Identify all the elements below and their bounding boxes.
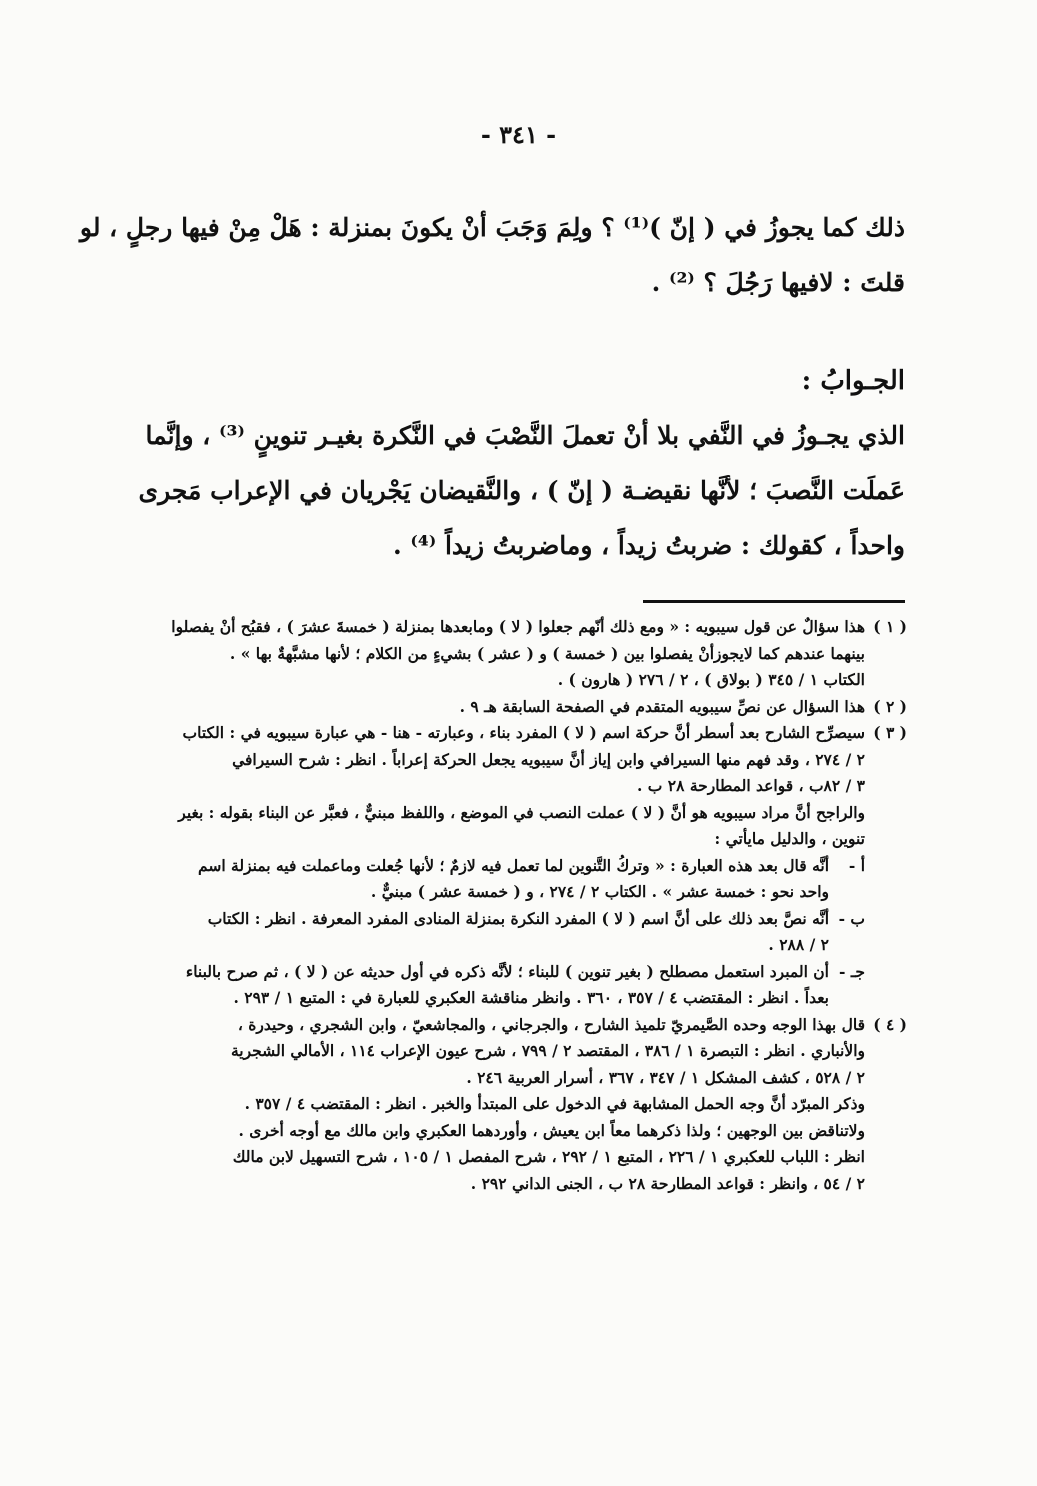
footnote-line: الكتاب ١ / ٣٤٥ ( بولاق ) ، ٢ / ٢٧٦ ( هارون ) . [557, 670, 865, 689]
footnote-line: أنَّه نصَّ بعد ذلك على أنَّ اسم ( لا ) المفرد النكرة بمنزلة المنادى المفرد المعرفة . انظر : الكتاب [207, 908, 829, 928]
footnote-line: هذا سؤالٌ عن قول سيبويه : « ومع ذلك أنّهم جعلوا ( لا ) ومابعدها بمنزلة ( خمسةَ عشرَ ) ، فقبُح أنْ يفصلوا [171, 617, 865, 636]
footnote-line: سيصرِّح الشارح بعد أسطر أنَّ حركة اسم ( لا ) المفرد بناء ، وعبارته - هنا - هي عبارة سيبويه في : الكتاب [182, 723, 865, 742]
footnote-4 [127, 1012, 907, 1092]
answer-line: عَملَت النَّصبَ ؛ لأنَّها نقيضـة ( إنّ ) ، والنَّقيضان يَجْريان في الإعراب مَجرى [138, 476, 905, 505]
footnote-1 [127, 614, 907, 694]
intro-paragraph [79, 200, 905, 310]
item-text [127, 959, 829, 1012]
footnote-line: واحد نحو : خمسة عشر » . الكتاب ٢ / ٢٧٤ ، و ( خمسة عشر ) مبنيٌّ . [370, 882, 829, 901]
answer-heading: الجـوابُ : [801, 366, 905, 396]
footnote-line: ٣ / ٨٢ب ، قواعد المطارحة ٢٨ ب . [637, 776, 865, 795]
item-text [127, 906, 829, 959]
page-number: - ٣٤١ - [480, 120, 557, 149]
footnote-line: انظر : اللباب للعكبري ١ / ٢٢٦ ، المتبع ١ / ٢٩٢ ، شرح المفصل ١ / ١٠٥ ، شرح التسهيل لابن مالك [232, 1147, 865, 1166]
answer-paragraph [135, 408, 905, 573]
footnote-separator [643, 600, 905, 603]
footnote-line: ٢ / ٥٢٨ ، كشف المشكل ١ / ٣٤٧ ، ٣٦٧ ، أسرار العربية ٢٤٦ . [466, 1067, 865, 1087]
footnote-line: هذا السؤال عن نصِّ سيبويه المتقدم في الصفحة السابقة هـ ٩ . [459, 696, 865, 716]
footnote-text [127, 614, 865, 694]
item-label: جـ - [839, 961, 865, 981]
footnote-line: أنَّه قال بعد هذه العبارة : « وتركُ التَّنوين لما تعمل فيه لازمٌ ؛ لأنها جُعلت وماعملت فيه بمنزلة اسم [198, 855, 829, 875]
footnote-3-item-c [127, 959, 865, 1012]
footnote-line: ٢ / ٢٧٤ ، وقد فهم منها السيرافي وابن إياز أنَّ سيبويه يجعل الحركة إعراباً . انظر : شرح السيرافي [232, 749, 865, 769]
footnote-number: ( ٣ ) [873, 723, 907, 742]
footnote-line: قال بهذا الوجه وحده الصَّيمريّ تلميذ الشارح ، والجرجاني ، والمجاشعيّ ، وابن الشجري ، وحيدرة ، [237, 1014, 865, 1034]
footnote-number: ( ٤ ) [873, 1014, 907, 1034]
intro-line: قلتَ : لافيها رَجُلَ ؟ ⁽²⁾ . [651, 268, 905, 297]
footnote-3-item-a [127, 853, 865, 906]
intro-line: ذلك كما يجوزُ في ( إنّ )⁽¹⁾ ؟ ولِمَ وَجَبَ أنْ يكونَ بمنزلة : هَلْ مِنْ فيها رجلٍ ، لو [79, 213, 905, 242]
item-label: أ - [848, 855, 865, 875]
item-text [127, 853, 829, 906]
footnote-3 [127, 720, 907, 800]
footnote-text [127, 720, 865, 800]
answer-line: واحداً ، كقولك : ضربتُ زيداً ، وماضربتُ زيداً ⁽⁴⁾ . [393, 531, 905, 560]
footnote-line: ٢ / ٥٤ ، وانظر : قواعد المطارحة ٢٨ ب ، الجنى الداني ٢٩٢ . [470, 1173, 865, 1193]
footnote-line: والأنباري . انظر : التبصرة ١ / ٣٨٦ ، المقتصد ٢ / ٧٩٩ ، شرح عيون الإعراب ١١٤ ، الأمالي الشجرية [230, 1041, 865, 1060]
footnote-4-paragraph [127, 1091, 865, 1197]
footnote-line: بينهما عندهم كما لايجوزأنْ يفصلوا بين ( خمسة ) و ( عشر ) بشيءٍ من الكلام ؛ لأنها مشبَّهةٌ بها » . [229, 643, 865, 663]
answer-line: الذي يجـوزُ في النَّفي بلا أنْ تعملَ النَّصْبَ في النَّكرة بغيـر تنوينٍ ⁽³⁾ ، وإنَّما [145, 421, 905, 450]
footnote-line: والراجح أنَّ مراد سيبويه هو أنَّ ( لا ) عملت النصب في الموضع ، واللفظ مبنيٌّ ، فعبَّر عن البناء بقوله : بغير [178, 802, 865, 822]
footnote-2 [127, 694, 907, 721]
footnote-line: تنوين ، والدليل مايأتي : [714, 829, 865, 848]
footnote-line: ولاتناقض بين الوجهين ؛ ولذا ذكرهما معاً ابن يعيش ، وأوردهما العكبري وابن مالك مع أوجه أخرى . [238, 1120, 865, 1140]
footnote-number: ( ١ ) [873, 617, 907, 636]
footnote-line: وذكر المبرّد أنَّ وجه الحمل المشابهة في الدخول على المبتدأ والخبر . انظر : المقتضب ٤ / ٣٥٧ . [244, 1094, 865, 1113]
footnote-line: ٢ / ٢٨٨ . [768, 935, 829, 954]
footnotes [127, 614, 907, 1197]
footnote-line: أن المبرد استعمل مصطلح ( بغير تنوين ) للبناء ؛ لأنَّه ذكره في أول حديثه عن ( لا ) ، ثم صرح بالبناء [185, 961, 829, 981]
footnote-line: بعداً . انظر : المقتضب ٤ / ٣٥٧ ، ٣٦٠ . وانظر مناقشة العكبري للعبارة في : المتبع ١ / ٢٩٣ . [233, 988, 829, 1007]
item-label: ب - [838, 908, 865, 928]
footnote-number: ( ٢ ) [873, 696, 907, 716]
footnote-3-paragraph [127, 800, 865, 853]
footnote-3-item-b [127, 906, 865, 959]
footnote-text [127, 1012, 865, 1092]
footnote-text [127, 694, 865, 721]
